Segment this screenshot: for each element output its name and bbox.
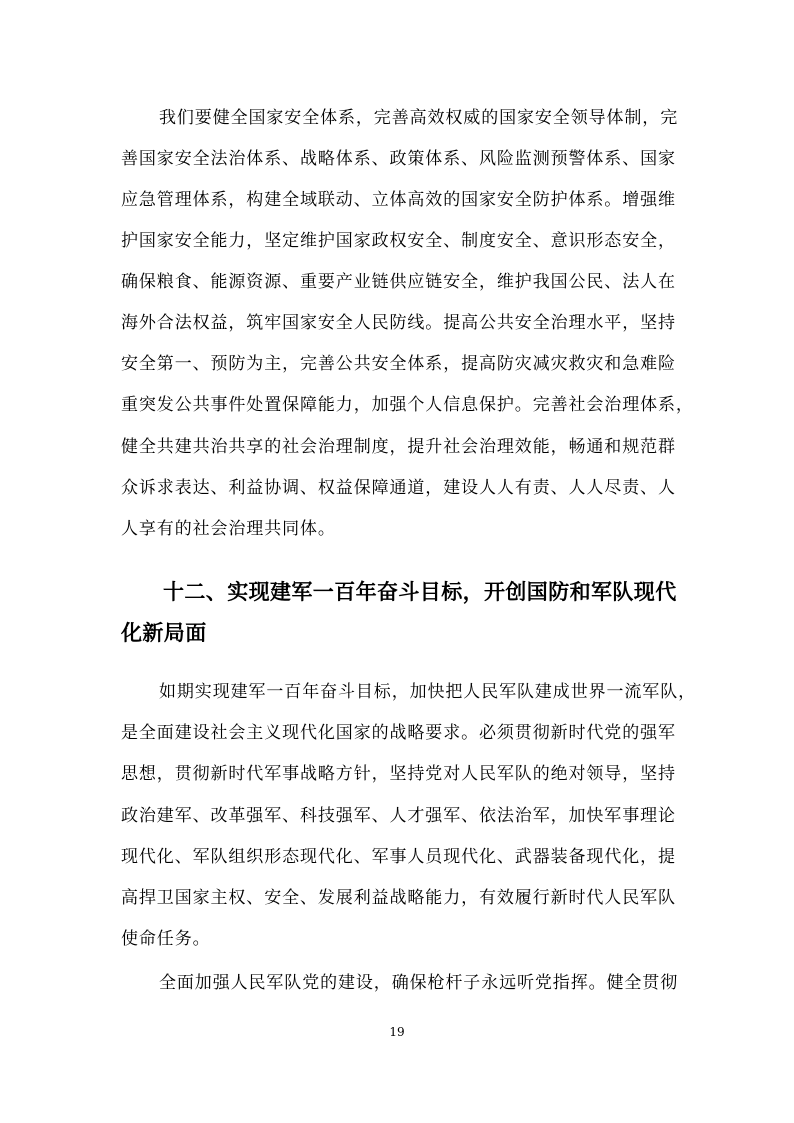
paragraph-line: 高捍卫国家主权、安全、发展利益战略能力，有效履行新时代人民军队 — [121, 888, 676, 908]
paragraph-line: 安全第一、预防为主，完善公共安全体系，提高防灾减灾救灾和急难险 — [121, 354, 676, 374]
paragraph-line: 确保粮食、能源资源、重要产业链供应链安全，维护我国公民、法人在 — [121, 272, 676, 292]
heading-line: 化新局面 — [121, 621, 207, 645]
paragraph-line: 众诉求表达、利益协调、权益保障通道，建设人人有责、人人尽责、人 — [121, 478, 676, 498]
heading-line: 十二、实现建军一百年奋斗目标，开创国防和军队现代 — [163, 580, 677, 604]
page-number: 19 — [389, 1025, 405, 1039]
paragraph-line: 我们要健全国家安全体系，完善高效权威的国家安全领导体制，完 — [159, 108, 679, 128]
paragraph-line: 善国家安全法治体系、战略体系、政策体系、风险监测预警体系、国家 — [121, 149, 676, 169]
paragraph-line: 重突发公共事件处置保障能力，加强个人信息保护。完善社会治理体系， — [121, 395, 694, 415]
paragraph-line: 现代化、军队组织形态现代化、军事人员现代化、武器装备现代化，提 — [121, 847, 676, 867]
paragraph-line: 健全共建共治共享的社会治理制度，提升社会治理效能，畅通和规范群 — [121, 437, 676, 457]
paragraph-line: 应急管理体系，构建全域联动、立体高效的国家安全防护体系。增强维 — [121, 190, 676, 210]
paragraph-line: 思想，贯彻新时代军事战略方针，坚持党对人民军队的绝对领导，坚持 — [121, 764, 676, 784]
paragraph-line: 海外合法权益，筑牢国家安全人民防线。提高公共安全治理水平，坚持 — [121, 313, 676, 333]
paragraph-line: 政治建军、改革强军、科技强军、人才强军、依法治军，加快军事理论 — [121, 806, 676, 826]
paragraph-line: 如期实现建军一百年奋斗目标，加快把人民军队建成世界一流军队， — [159, 682, 696, 702]
paragraph-line: 是全面建设社会主义现代化国家的战略要求。必须贯彻新时代党的强军 — [121, 723, 676, 743]
paragraph-line: 全面加强人民军队党的建设，确保枪杆子永远听党指挥。健全贯彻 — [159, 973, 679, 993]
paragraph-line: 人享有的社会治理共同体。 — [121, 519, 336, 539]
paragraph-line: 护国家安全能力，坚定维护国家政权安全、制度安全、意识形态安全， — [121, 231, 676, 251]
paragraph-line: 使命任务。 — [121, 929, 211, 949]
